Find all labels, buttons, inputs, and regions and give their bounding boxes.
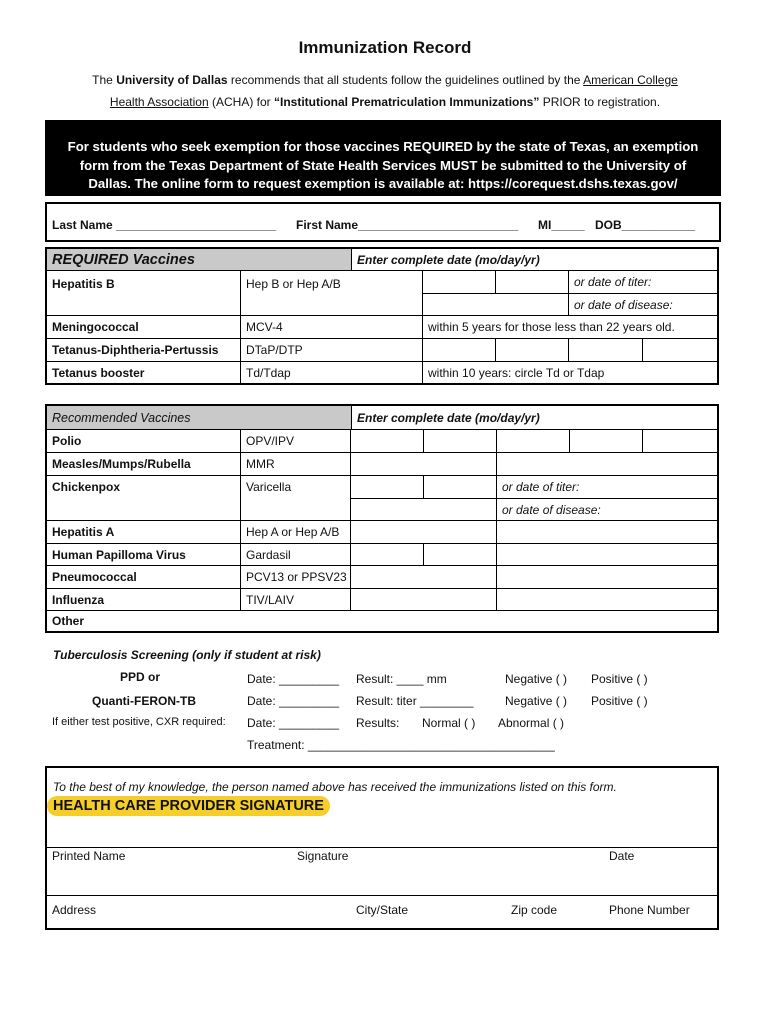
city-state-field[interactable]: City/State [356,903,409,917]
acha-link[interactable]: Health Association [109,95,209,109]
quantiferon-negative-option[interactable]: Negative ( ) [505,694,568,708]
signature-field[interactable]: Signature [297,849,349,863]
vaccine-type: MCV-4 [241,316,423,339]
cxr-note: If either test positive, CXR required: [52,716,226,728]
zip-field[interactable]: Zip code [511,903,558,917]
vaccine-type: MMR [241,453,351,476]
date-cell[interactable] [643,339,717,362]
vaccine-type: DTaP/DTP [241,339,423,362]
vaccine-type: Varicella [241,476,351,521]
meningococcal-note[interactable]: within 5 years for those less than 22 years old. [423,316,717,339]
banner-line: For students who seek exemption for those vaccines REQUIRED by the state of Texas, an exemption [67,139,699,154]
treatment-field[interactable]: Treatment: _____________________________________ [247,738,555,752]
vaccine-name: Meningococcal [47,316,241,339]
date-cell[interactable] [423,271,496,294]
vaccine-type: Hep B or Hep A/B [241,271,423,316]
date-field[interactable]: Date [609,849,635,863]
ppd-negative-option[interactable]: Negative ( ) [505,672,568,686]
last-name-field[interactable]: Last Name ________________________ [52,218,277,232]
cxr-results-label: Results: [356,716,400,730]
date-cell[interactable] [570,430,643,453]
ppd-result-field[interactable]: Result: ____ mm [356,672,447,686]
date-cell[interactable] [496,271,569,294]
date-cell[interactable] [497,453,717,476]
required-date-header: Enter complete date (mo/day/yr) [351,249,717,271]
quantiferon-positive-option[interactable]: Positive ( ) [591,694,648,708]
cxr-normal-option[interactable]: Normal ( ) [422,716,476,730]
vaccine-type: OPV/IPV [241,430,351,453]
ppd-positive-option[interactable]: Positive ( ) [591,672,648,686]
date-cell[interactable] [497,589,717,611]
banner-line: form from the Texas Department of State Health Services MUST be submitted to the University of [79,157,687,173]
vaccine-type: TIV/LAIV [241,589,351,611]
printed-name-field[interactable]: Printed Name [52,849,126,863]
date-cell[interactable] [351,589,497,611]
address-field[interactable]: Address [52,903,97,917]
provider-statement: To the best of my knowledge, the person named above has received the immunizations listed on this form. [53,780,617,794]
dob-field[interactable]: DOB___________ [595,218,696,232]
intro-line-2 [40,91,730,113]
vaccine-name: Influenza [47,589,241,611]
titer-date-cell[interactable]: or date of titer: [497,476,717,499]
date-cell[interactable] [423,339,496,362]
titer-date-cell[interactable]: or date of titer: [569,271,717,294]
date-cell[interactable] [496,339,569,362]
banner-line: Dallas. The online form to request exemption is available at: https://corequest.dshs.texas.gov/ [88,176,678,191]
date-cell[interactable] [424,544,497,566]
vaccine-name: Measles/Mumps/Rubella [47,453,241,476]
date-cell[interactable] [569,339,643,362]
date-cell[interactable] [351,476,424,499]
vaccine-name: Hepatitis A [47,521,241,544]
disease-date-cell[interactable]: or date of disease: [569,294,717,316]
cxr-abnormal-option[interactable]: Abnormal ( ) [498,716,565,730]
date-cell[interactable] [351,499,497,521]
signature-heading-wrap [47,797,330,815]
intro-line-1 [40,69,730,91]
date-cell[interactable] [424,476,497,499]
phone-field[interactable]: Phone Number [609,903,690,917]
first-name-field[interactable]: First Name________________________ [296,218,519,232]
required-heading: REQUIRED Vaccines [47,249,352,271]
vaccine-type: Td/Tdap [241,362,423,383]
date-cell[interactable] [351,544,424,566]
vaccine-type: Hep A or Hep A/B [241,521,351,544]
exemption-banner [45,120,721,196]
vaccine-name: Tetanus-Diphtheria-Pertussis [47,339,241,362]
date-cell[interactable] [497,544,717,566]
tetanus-note[interactable]: within 10 years: circle Td or Tdap [428,365,605,380]
vaccine-name: Polio [47,430,241,453]
acha-link[interactable]: American College [583,73,678,87]
date-cell[interactable] [643,430,717,453]
recommended-heading: Recommended Vaccines [47,406,352,430]
date-cell[interactable] [423,294,569,316]
vaccine-name: Human Papilloma Virus [47,544,241,566]
divider [47,895,717,896]
date-cell[interactable] [351,566,497,589]
vaccine-name: Hepatitis B [47,271,241,316]
tb-heading: Tuberculosis Screening (only if student at risk) [53,648,321,662]
vaccine-type: PCV13 or PPSV23 [241,566,351,589]
mi-field[interactable]: MI_____ [538,218,585,232]
date-cell[interactable] [351,521,497,544]
divider [47,847,717,848]
date-cell[interactable] [497,521,717,544]
vaccine-name-other[interactable]: Other [52,614,85,628]
ppd-date-field[interactable]: Date: _________ [247,672,340,686]
cxr-date-field[interactable]: Date: _________ [247,716,340,730]
vaccine-name: Pneumococcal [47,566,241,589]
page-title: Immunization Record [298,38,472,57]
titer-result-field[interactable]: Result: titer ________ [356,694,474,708]
vaccine-type: Gardasil [241,544,351,566]
intro-text: PRIOR to registration. [539,95,661,109]
vaccine-name: Tetanus booster [47,362,241,383]
ppd-label: PPD or [120,670,161,684]
date-cell[interactable] [497,430,570,453]
date-cell[interactable] [351,453,497,476]
intro-text: The [92,73,117,87]
vaccine-name: Chickenpox [47,476,241,521]
quantiferon-date-field[interactable]: Date: _________ [247,694,340,708]
date-cell[interactable] [351,430,424,453]
institutional-title: “Institutional Prematriculation Immunizations” [274,95,540,109]
intro-text: (ACHA) for [208,95,274,109]
quantiferon-label: Quanti-FERON-TB [92,694,196,708]
signature-heading: HEALTH CARE PROVIDER SIGNATURE [47,796,330,816]
university-name: University of Dallas [116,73,228,87]
recommended-date-header: Enter complete date (mo/day/yr) [351,406,717,430]
date-cell[interactable] [424,430,497,453]
disease-date-cell[interactable]: or date of disease: [497,499,717,521]
date-cell[interactable] [497,566,717,589]
intro-text: recommends that all students follow the guidelines outlined by the [227,73,584,87]
